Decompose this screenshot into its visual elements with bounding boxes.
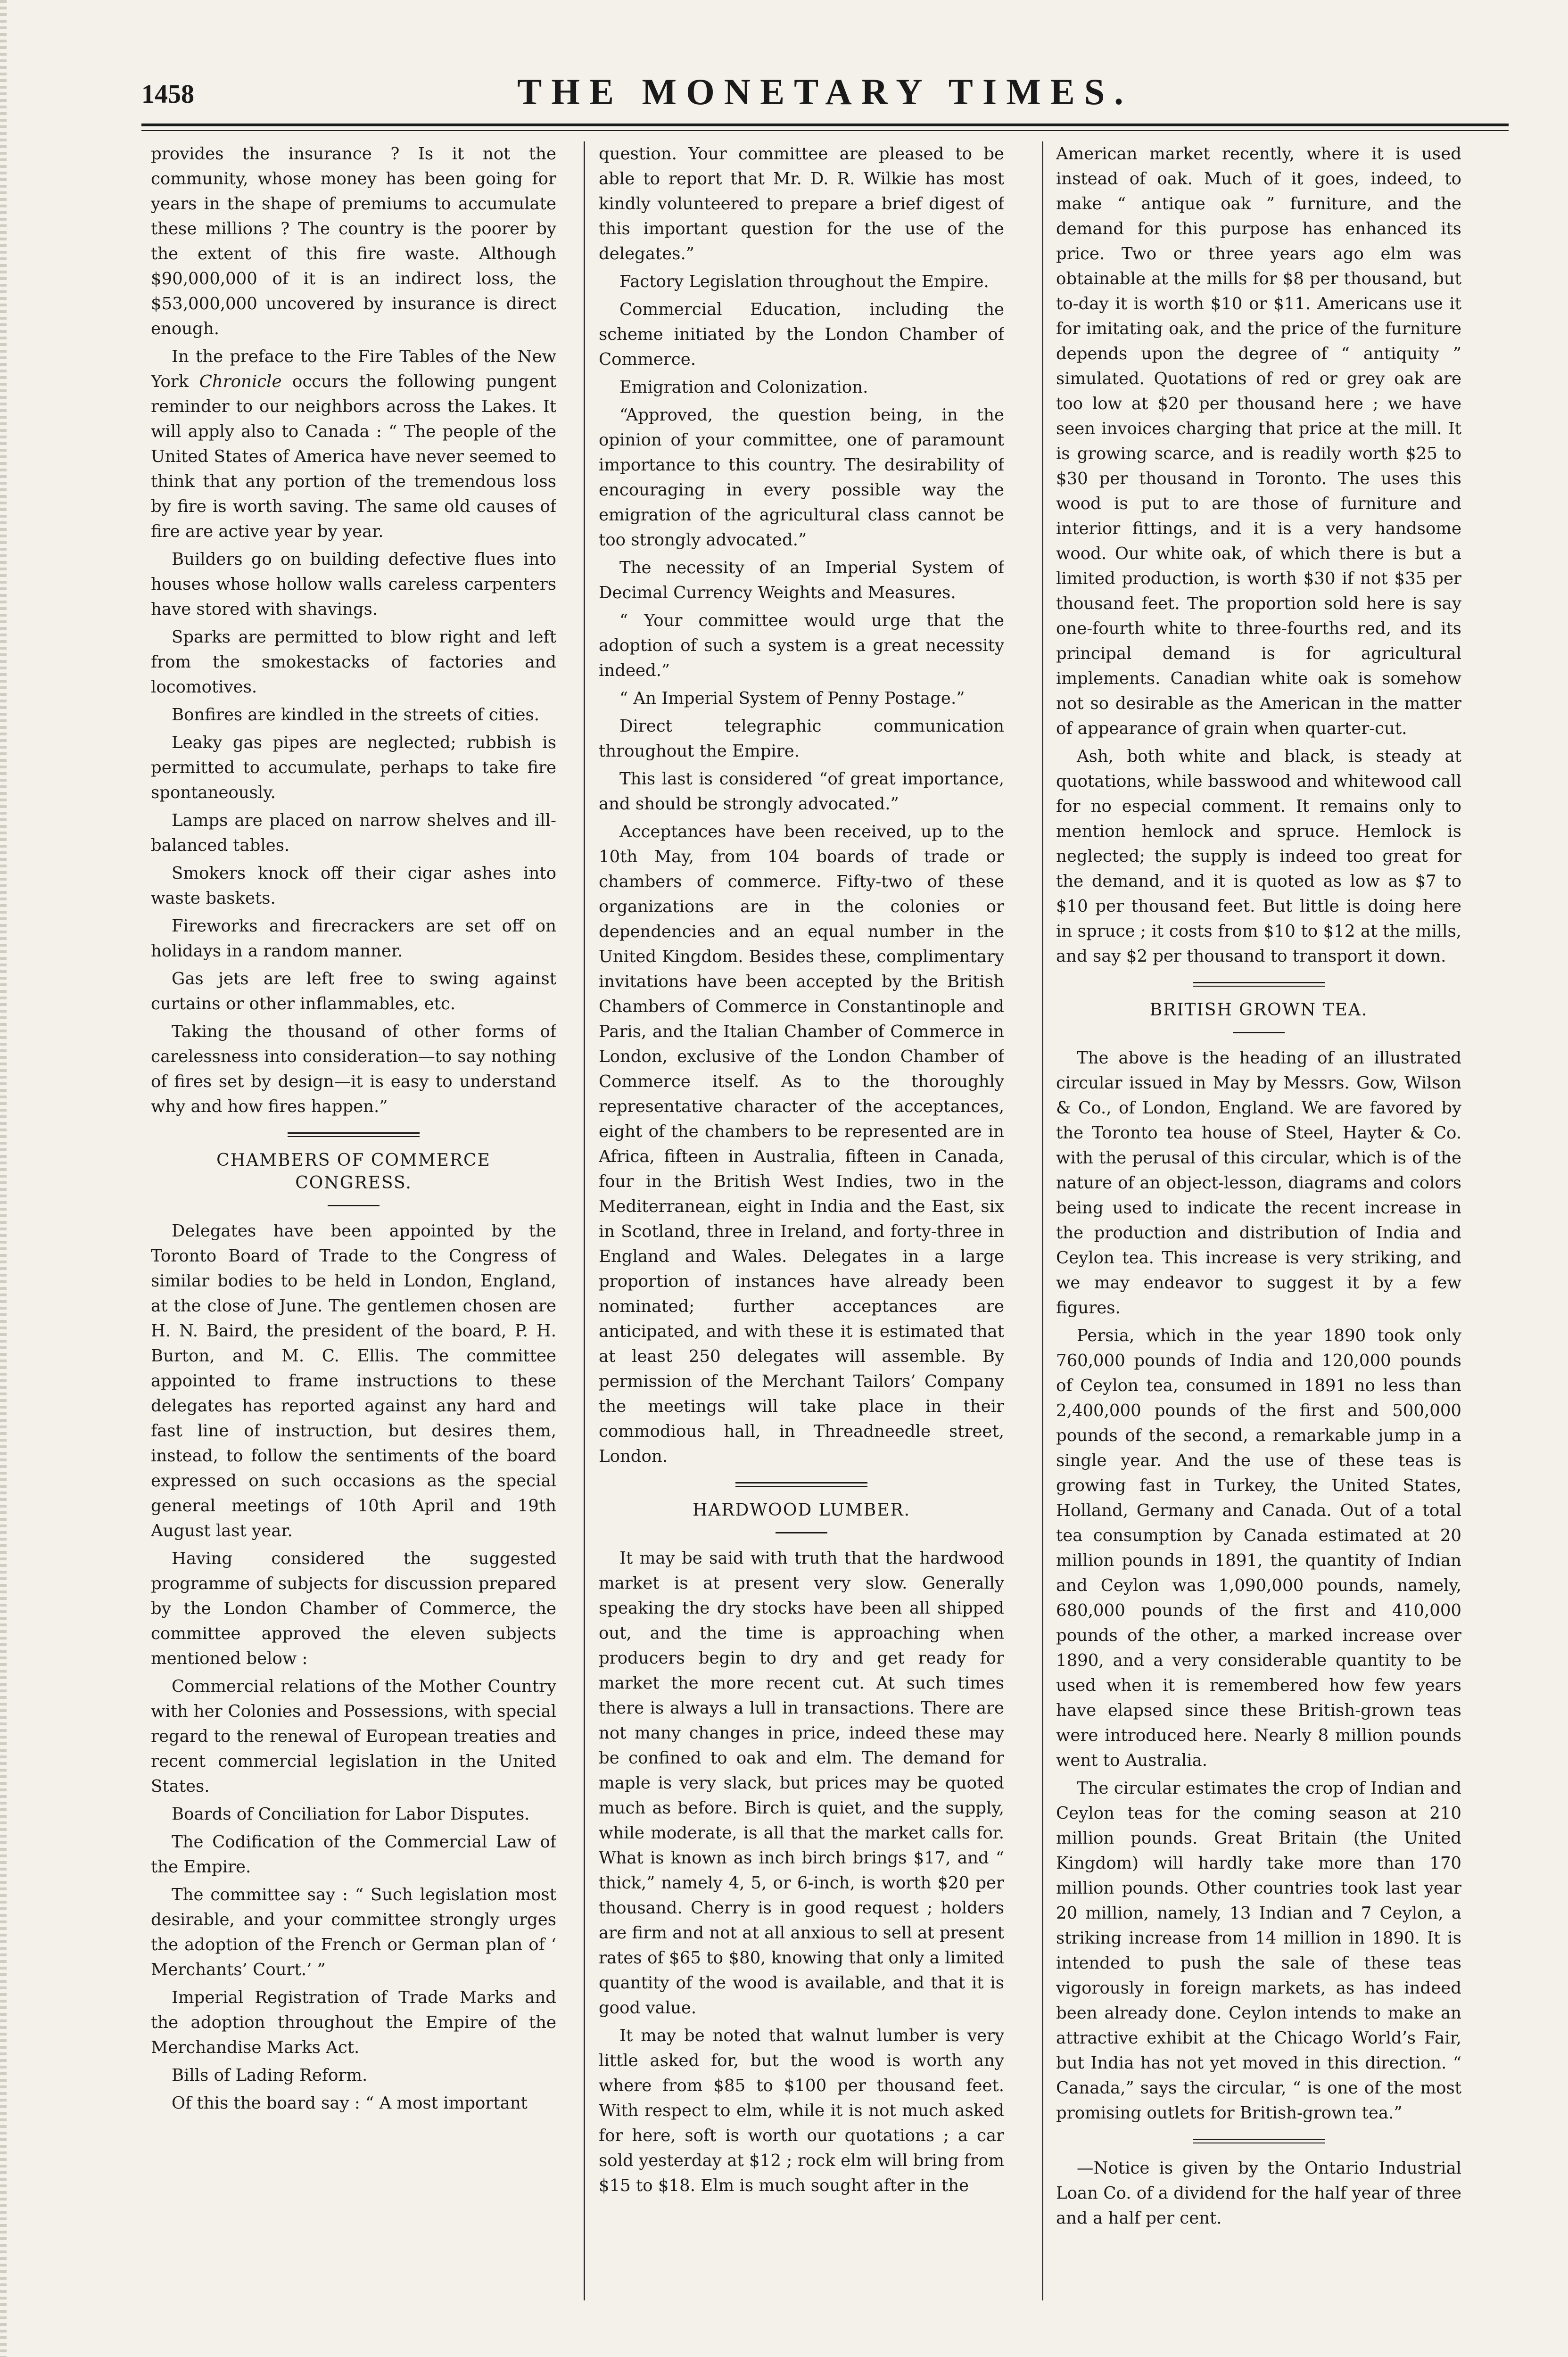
section-heading-tea: BRITISH GROWN TEA. xyxy=(1149,1000,1368,1020)
paragraph: Lamps are placed on narrow shelves and ill-balanced tables. xyxy=(151,811,556,855)
paragraph: Direct telegraphic communication throughout the Empire. xyxy=(599,717,1004,761)
paragraph: “Approved, the question being, in the opinion of your committee, one of paramount importance to this country. The desirability of encouraging in every possible way the emigration of the agricultural class cannot be too strongly advocated.” xyxy=(599,405,1004,550)
paragraph: Ash, both white and black, is steady at quotations, while basswood and whitewood call for no especial comment. It remains only to mention hemlock and spruce. Hemlock is neglected; the supply is indeed too great for the demand, and it is quoted as low as $7 to $10 per thousand feet. But little is doing here in spruce ; it costs from $10 to $12 at the mills, and say $2 per thousand to transport it down. xyxy=(1056,747,1461,966)
masthead: THE MONETARY TIMES. xyxy=(517,71,1133,112)
paragraph: Delegates have been appointed by the Toronto Board of Trade to the Congress of similar bodies to be held in London, England, at the close of June. The gentlemen chosen are H. N. Baird, the president of the board, P. H. Burton, and M. C. Ellis. The committee appointed to frame instructions to these delegates has reported against any hard and fast line of instruction, but desires them, instead, to follow the sentiments of the board expressed on such occasions as the special general meetings of 10th April and 19th August last year. xyxy=(151,1221,556,1541)
section-heading-chambers: CHAMBERS OF COMMERCE CONGRESS. xyxy=(216,1151,491,1193)
paragraph: Bonfires are kindled in the streets of cities. xyxy=(172,705,540,725)
paragraph: Commercial Education, including the scheme initiated by the London Chamber of Commerce. xyxy=(599,300,1004,369)
heading-underline xyxy=(776,1532,827,1533)
paragraph: American market recently, where it is used instead of oak. Much of it goes, indeed, to make “ antique oak ” furniture, and the demand for this purpose has enhanced its price. Two or three years ago elm was obtainable at the mills for $8 per thousand, but to-day it is worth $10 or $11. Americans use it for imitating oak, and the price of the furniture depends upon the degree of “ antiquity ” simulated. Quotations of red or grey oak are too low at $20 per thousand here ; we have seen invoices charging that price at the mill. It is growing scarce, and is readily worth $25 to $30 per thousand in Toronto. The uses this wood is put to are those of furniture and interior fittings, and it is a very handsome wood. Our white oak, of which there is but a limited production, is worth $30 if not $35 per thousand feet. The proportion sold here is say one-fourth white to three-fourths red, and its principal demand is for agricultural implements. Canadian white oak is somehow not so desirable as the American in the matter of appearance of grain when quarter-cut. xyxy=(1056,144,1461,738)
paragraph: Acceptances have been received, up to the 10th May, from 104 boards of trade or chambers of commerce. Fifty-two of these organizations are in the colonies or dependencies and an equal number in the United Kingdom. Besides these, complimentary invitations have been accepted by the British Chambers of Commerce in Constantinople and Paris, and the Italian Chamber of Commerce in London, exclusive of the London Chamber of Commerce itself. As to the thoroughly representative character of the acceptances, eight of the chambers to be represented are in Africa, fifteen in Australia, fifteen in Canada, four in the British West Indies, two in the Mediterranean, eight in India and the East, six in Scotland, three in Ireland, and forty-three in England and Wales. Delegates in a large proportion of instances have already been nominated; further acceptances are anticipated, and with these it is estimated that at least 250 delegates will assemble. By permission of the Merchant Tailors’ Company the meetings will take place in their commodious hall, in Threadneedle street, London. xyxy=(599,822,1004,1466)
paragraph: The necessity of an Imperial System of Decimal Currency Weights and Measures. xyxy=(599,558,1004,602)
paragraph: This last is considered “of great importance, and should be strongly advocated.” xyxy=(599,769,1004,814)
paragraph: Factory Legislation throughout the Empire. xyxy=(619,272,989,291)
paragraph: “ Your committee would urge that the adoption of such a system is a great necessity indeed.” xyxy=(599,611,1004,680)
paragraph: Emigration and Colonization. xyxy=(619,378,868,397)
column-1 xyxy=(151,141,556,2329)
paragraph: Gas jets are left free to swing against curtains or other inflammables, etc. xyxy=(151,969,556,1014)
scan-edge-marks xyxy=(0,0,7,2357)
page-number: 1458 xyxy=(141,80,194,109)
column-2 xyxy=(599,141,1004,2329)
paragraph: Persia, which in the year 1890 took only 760,000 pounds of India and 120,000 pounds of Ceylon tea, consumed in 1891 no less than 2,400,000 pounds of the first and 500,000 pounds of the second, a remarkable jump in a single year. And the use of these teas is growing fast in Turkey, the United States, Holland, Germany and Canada. Out of a total tea consumption by Canada estimated at 20 million pounds in 1891, the quantity of Indian and Ceylon was 1,090,000 pounds, namely, 680,000 pounds of the first and 410,000 pounds of the other, a marked increase over 1890, and a very considerable quantity to be used when it is remembered how few years have elapsed since these British-grown teas were introduced here. Nearly 8 million pounds went to Australia. xyxy=(1056,1326,1461,1770)
header-rule xyxy=(141,124,1509,126)
paragraph: provides the insurance ? Is it not the community, whose money has been going for years in the shape of premiums to accumulate these millions ? The country is the poorer by the extent of this fire waste. Although $90,000,000 of it is an indirect loss, the $53,000,000 uncovered by insurance is direct enough. xyxy=(151,144,556,338)
section-separator xyxy=(735,1482,867,1487)
paragraph: It may be noted that walnut lumber is very little asked for, but the wood is worth any where from $85 to $100 per thousand feet. With respect to elm, while it is not much asked for here, soft is worth our quotations ; a car sold yesterday at $12 ; rock elm will bring from $15 to $18. Elm is much sought after in the xyxy=(599,2026,1004,2195)
section-heading-hardwood: HARDWOOD LUMBER. xyxy=(692,1500,911,1520)
paragraph: The above is the heading of an illustrated circular issued in May by Messrs. Gow, Wilson & Co., of London, England. We are favored by the Toronto tea house of Steel, Hayter & Co. with the perusal of this circular, which is of the nature of an object-lesson, diagrams and colors being used to indicate the recent increase in the production and distribution of India and Ceylon tea. This increase is very striking, and we may endeavor to suggest it by a few figures. xyxy=(1056,1048,1461,1318)
paragraph: It may be said with truth that the hardwood market is at present very slow. Generally speaking the dry stocks have been all shipped out, and the time is approaching when producers begin to dry and get ready for market the more recent cut. At such times there is always a lull in transactions. There are not many changes in price, indeed these may be confined to oak and elm. The demand for maple is very slack, but prices may be quoted much as before. Birch is quiet, and the supply, while moderate, is all that the market calls for. What is known as inch birch brings $17, and “ thick,” namely 4, 5, or 6-inch, is worth $20 per thousand. Cherry is in good request ; holders are firm and not at all anxious to sell at present rates of $65 to $80, knowing that only a limited quantity of the wood is available, and that it is good value. xyxy=(599,1549,1004,2018)
section-separator xyxy=(288,1132,420,1137)
paragraph: Imperial Registration of Trade Marks and the adoption throughout the Empire of the Merchandise Marks Act. xyxy=(151,1988,556,2057)
section-separator xyxy=(1193,982,1325,987)
paragraph: The Codification of the Commercial Law of the Empire. xyxy=(151,1832,556,1877)
column-rule-1 xyxy=(584,141,585,2300)
paragraph: Fireworks and firecrackers are set off on holidays in a random manner. xyxy=(151,916,556,961)
paragraph: Smokers knock off their cigar ashes into waste baskets. xyxy=(151,864,556,908)
paragraph: Leaky gas pipes are neglected; rubbish is permitted to accumulate, perhaps to take fire spontaneously. xyxy=(151,733,556,802)
heading-underline xyxy=(1233,1032,1285,1033)
heading-underline xyxy=(328,1205,380,1206)
paragraph: “ An Imperial System of Penny Postage.” xyxy=(619,689,965,708)
paragraph: Bills of Lading Reform. xyxy=(172,2066,368,2085)
paragraph: The circular estimates the crop of Indian and Ceylon teas for the coming season at 210 million pounds. Great Britain (the United Kingdom) will hardly take more than 170 million pounds. Other countries took last year 20 million, namely, 13 Indian and 7 Ceylon, a striking increase from 14 million in 1890. It is intended to push the sale of these teas vigorously in foreign markets, as has indeed been already done. Ceylon intends to make an attractive exhibit at the Chicago World’s Fair, but India has not yet moved in this direction. “ Canada,” says the circular, “ is one of the most promising outlets for British-grown tea.” xyxy=(1056,1779,1461,2123)
italic-title: Chronicle xyxy=(199,372,282,391)
paragraph: Commercial relations of the Mother Country with her Colonies and Possessions, with special regard to the renewal of European treaties and recent commercial legislation in the United States. xyxy=(151,1677,556,1796)
column-3 xyxy=(1056,141,1461,2329)
paragraph: In the preface to the Fire Tables of the New York Chronicle occurs the following pungent reminder to our neighbors across the Lakes. It will apply also to Canada : “ The people of the United States of America have never seemed to think that any portion of the tremendous loss by fire is worth saving. The same old causes of fire are active year by year. xyxy=(151,347,556,541)
page-header xyxy=(141,66,1509,123)
paragraph: Having considered the suggested programme of subjects for discussion prepared by the London Chamber of Commerce, the committee approved the eleven subjects mentioned below : xyxy=(151,1549,556,1668)
paragraph: Boards of Conciliation for Labor Disputes. xyxy=(172,1805,530,1824)
paragraph: Sparks are permitted to blow right and left from the smokestacks of factories and locomotives. xyxy=(151,627,556,697)
paragraph: Taking the thousand of other forms of carelessness into consideration—to say nothing of fires set by design—it is easy to understand why and how fires happen.” xyxy=(151,1022,556,1116)
paragraph: Builders go on building defective flues into houses whose hollow walls careless carpenters have stored with shavings. xyxy=(151,550,556,619)
paragraph: question. Your committee are pleased to be able to report that Mr. D. R. Wilkie has most kindly volunteered to prepare a brief digest of this important question for the use of the delegates.” xyxy=(599,144,1004,264)
section-separator xyxy=(1193,2139,1325,2143)
paragraph: Of this the board say : “ A most important xyxy=(172,2093,528,2113)
header-rule-thin xyxy=(141,130,1509,131)
column-rule-2 xyxy=(1042,141,1043,2300)
paragraph: —Notice is given by the Ontario Industrial Loan Co. of a dividend for the half year of three and a half per cent. xyxy=(1056,2159,1461,2228)
paragraph: The committee say : “ Such legislation most desirable, and your committee strongly urges the adoption of the French or German plan of ‘ Merchants’ Court.’ ” xyxy=(151,1885,556,1979)
